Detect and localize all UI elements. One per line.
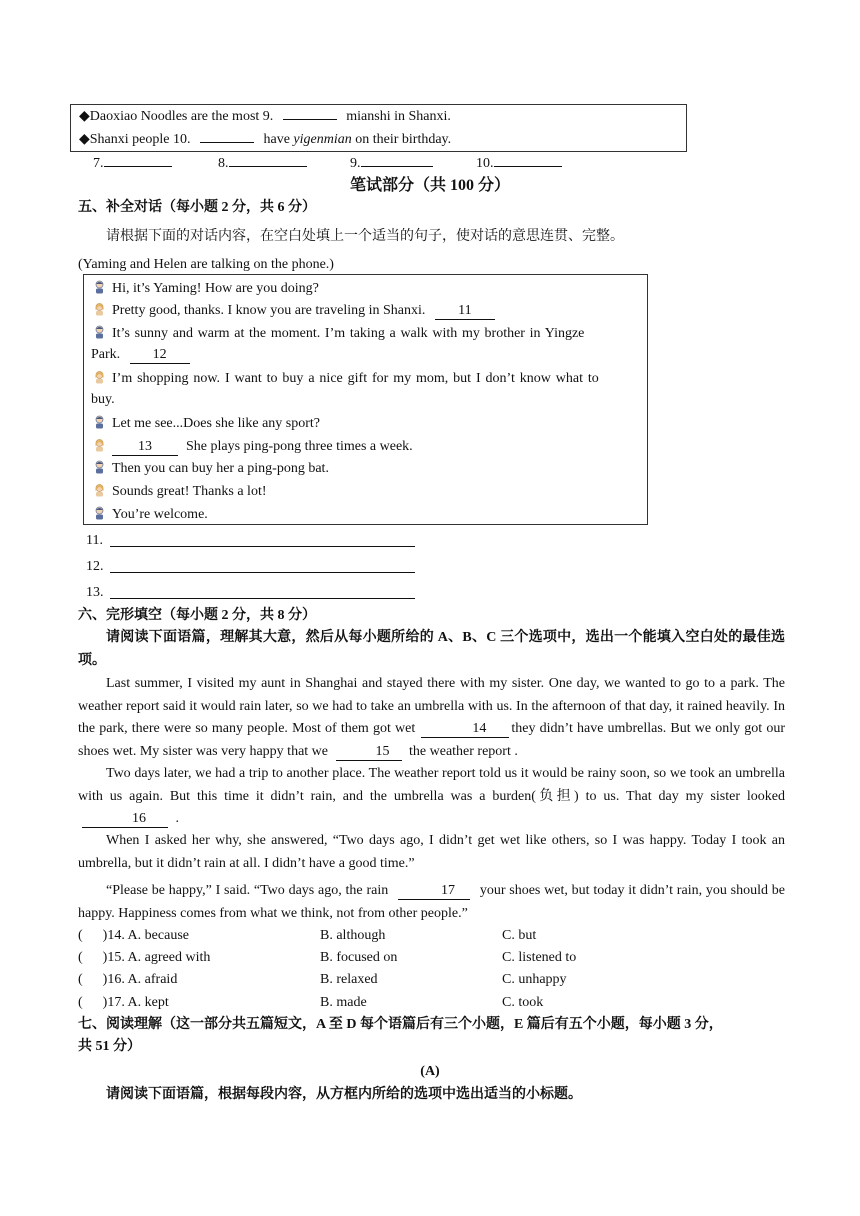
option-15-c[interactable]: C. listened to [502,950,577,965]
question-14[interactable]: ( )14. A. because [78,928,189,943]
answer-9[interactable]: 9. [350,154,433,174]
dialogue-line-8: Sounds great! Thanks a lot! [93,482,267,502]
option-14-b[interactable]: B. although [320,928,386,943]
cloze-paragraph-2: Two days later, we had a trip to another place. The weather report told us it would be rainy soon, so we took an umbrella with us again. But this time it didn’t rain, and the umbrella was a burden(负担) to us. That day my sister looked 16 . [78,766,785,826]
option-16-c[interactable]: C. unhappy [502,972,567,987]
reading-part-a: (A) [420,1064,440,1079]
dialogue-line-2: Pretty good, thanks. I know you are traveling in Shanxi. 11 [93,301,495,321]
question-17[interactable]: ( )17. A. kept [78,995,169,1010]
dialogue-line-3: It’s sunny and warm at the moment. I’m taking a walk with my brother in Yingze [93,324,641,344]
option-16-b[interactable]: B. relaxed [320,972,378,987]
blank-15[interactable]: 15 [336,744,402,761]
fill-line-10: ◆Shanxi people 10. have yigenmian on their birthday. [79,132,452,147]
answer-line-13-label: 13. [86,585,104,600]
section5-title: 五、补全对话（每小题 2 分，共 6 分） [78,200,316,215]
answer-7[interactable]: 7. [93,154,172,174]
boy-avatar-icon [93,460,106,474]
girl-avatar-icon [93,483,106,497]
blank-13[interactable]: 13 [112,439,178,456]
blank-17[interactable]: 17 [398,883,470,900]
answer-line-12-label: 12. [86,559,104,574]
answer-line-11[interactable] [110,546,415,547]
answer-line-13[interactable] [110,598,415,599]
answer-line-12[interactable] [110,572,415,573]
cloze-paragraph-4: “Please be happy,” I said. “Two days ago, the rain 17 your shoes wet, but today it didn’t rain, you should be happy. Happiness comes from what we think, not from other people.” [78,883,786,921]
section7-instruction: 请阅读下面语篇，根据每段内容，从方框内所给的选项中选出适当的小标题。 [106,1087,582,1102]
boy-avatar-icon [93,415,106,429]
dialogue-line-4: I’m shopping now. I want to buy a nice gift for my mom, but I don’t know what to [93,369,599,389]
dialogue-line-5: Let me see...Does she like any sport? [93,414,320,434]
answer-10[interactable]: 10. [476,154,562,174]
fill-line-9: ◆Daoxiao Noodles are the most 9. mianshi in Shanxi. [79,109,451,124]
dialogue-line-1: Hi, it’s Yaming! How are you doing? [93,279,319,299]
dialogue-line-9: You’re welcome. [93,505,208,525]
blank-14[interactable]: 14 [421,721,509,738]
section5-instruction: 请根据下面的对话内容，在空白处填上一个适当的句子，使对话的意思连贯、完整。 [106,229,624,244]
cloze-paragraph-3: When I asked her why, she answered, “Two days ago, I didn’t get wet like others, so I was happy. Today I took an umbrella, but it didn’t rain at all. I didn’t have a good time.” [78,833,785,871]
option-15-b[interactable]: B. focused on [320,950,398,965]
blank-9[interactable] [283,119,337,120]
dialogue-line-7: Then you can buy her a ping-pong bat. [93,459,329,479]
question-15[interactable]: ( )15. A. agreed with [78,950,211,965]
section6-instruction: 请阅读下面语篇，理解其大意，然后从每小题所给的 A、B、C 三个选项中，选出一个能填入空白处的最佳选项。 [78,630,785,668]
option-17-b[interactable]: B. made [320,995,367,1010]
dialogue-line-3b: Park. 12 [91,345,190,365]
blank-16[interactable]: 16 [82,811,168,828]
question-16[interactable]: ( )16. A. afraid [78,972,178,987]
option-17-c[interactable]: C. took [502,995,544,1010]
written-part-title: 笔试部分（共 100 分） [349,177,510,194]
boy-avatar-icon [93,280,106,294]
cloze-paragraph-1: Last summer, I visited my aunt in Shanghai and stayed there with my sister. One day, we wanted to go to a park. The weather report said it would rain later, so we had to take an umbrella with us. In the afternoon of that day, it rained heavily. In the park, there were so many people. Most of them got wet 14 they didn’t have umbrellas. But we only got our shoes wet. My sister was very happy that we 15 the weather report . [78,676,786,759]
option-14-c[interactable]: C. but [502,928,537,943]
girl-avatar-icon [93,302,106,316]
answer-8[interactable]: 8. [218,154,307,174]
boy-avatar-icon [93,325,106,339]
girl-avatar-icon [93,438,106,452]
section7-title: 七、阅读理解（这一部分共五篇短文，A 至 D 每个语篇后有三个小题，E 篇后有五个小题，每小题 3 分， [78,1017,723,1032]
boy-avatar-icon [93,506,106,520]
section7-title-cont: 共 51 分） [78,1039,141,1054]
girl-avatar-icon [93,370,106,384]
blank-11[interactable]: 11 [435,303,495,320]
section6-title: 六、完形填空（每小题 2 分，共 8 分） [78,608,316,623]
dialogue-line-6: 13 She plays ping-pong three times a week. [93,437,413,457]
blank-10[interactable] [200,142,254,143]
answer-line-11-label: 11. [86,533,103,548]
dialogue-context: (Yaming and Helen are talking on the phone.) [78,257,334,272]
blank-12[interactable]: 12 [130,347,190,364]
dialogue-line-4b: buy. [91,392,115,407]
